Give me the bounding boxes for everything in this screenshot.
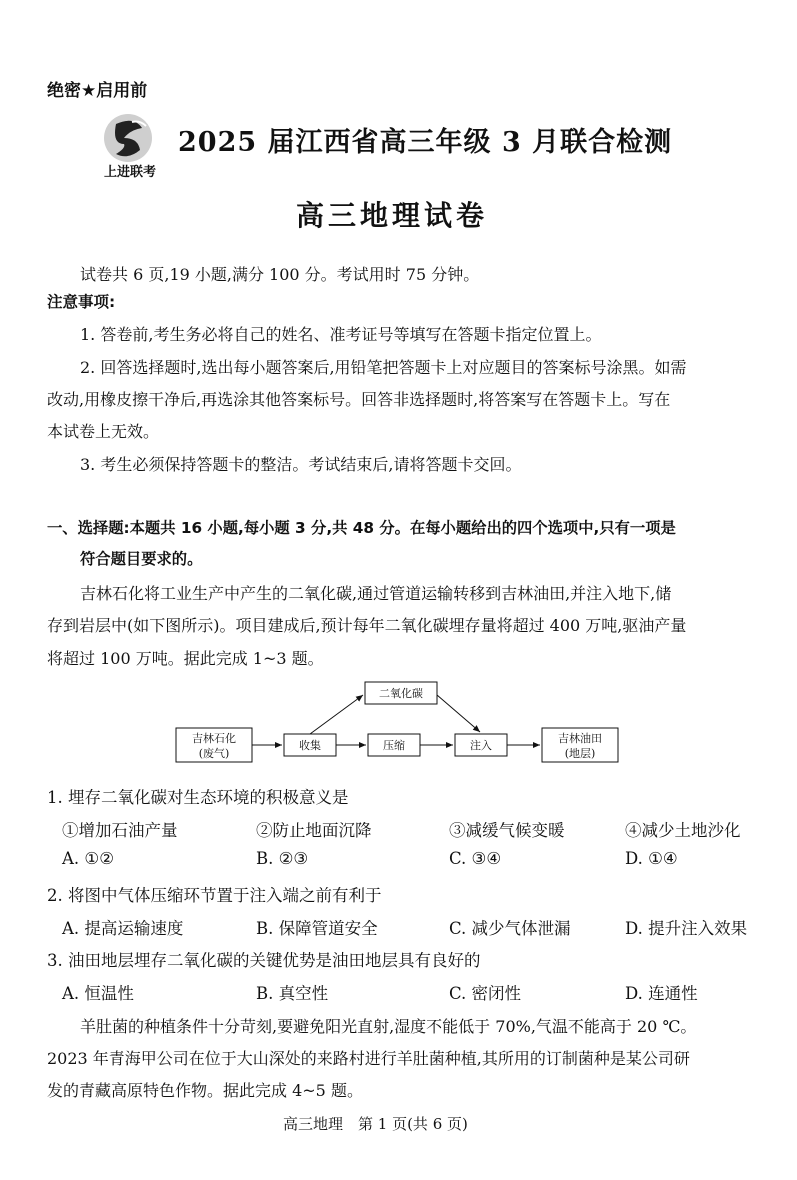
q2-choice-a: A. 提高运输速度 bbox=[62, 919, 184, 938]
q1-choice-a: A. ①② bbox=[62, 849, 114, 868]
passage1-line1: 吉林石化将工业生产中产生的二氧化碳,通过管道运输转移到吉林油田,并注入地下,储 bbox=[80, 584, 672, 603]
q3-stem: 3. 油田地层埋存二氧化碳的关键优势是油田地层具有良好的 bbox=[47, 951, 481, 970]
page-footer: 高三地理 第 1 页(共 6 页) bbox=[283, 1115, 468, 1133]
compress-label: 压缩 bbox=[383, 739, 405, 752]
source-label-1: 吉林石化 bbox=[192, 732, 236, 745]
q2-stem: 2. 将图中气体压缩环节置于注入端之前有利于 bbox=[47, 886, 382, 905]
note-2-line2: 改动,用橡皮擦干净后,再选涂其他答案标号。回答非选择题时,将答案写在答题卡上。写在 bbox=[47, 390, 671, 409]
q1-choice-c: C. ③④ bbox=[449, 849, 502, 868]
q1-stem: 1. 埋存二氧化碳对生态环境的积极意义是 bbox=[47, 788, 349, 807]
passage1-line3: 将超过 100 万吨。据此完成 1~3 题。 bbox=[47, 649, 324, 668]
exam-logo-icon bbox=[94, 108, 166, 180]
q2-choice-b: B. 保障管道安全 bbox=[256, 919, 378, 938]
q3-choice-a: A. 恒温性 bbox=[62, 984, 134, 1003]
passage2-line3: 发的青藏高原特色作物。据此完成 4~5 题。 bbox=[47, 1081, 363, 1100]
exam-title: 2025 届江西省高三年级 3 月联合检测 bbox=[178, 127, 673, 158]
q1-choice-d: D. ①④ bbox=[625, 849, 678, 868]
q1-item-3: ③减缓气候变暖 bbox=[449, 821, 565, 840]
q1-item-2: ②防止地面沉降 bbox=[256, 821, 372, 840]
q3-choice-b: B. 真空性 bbox=[256, 984, 329, 1003]
passage1-line2: 存到岩层中(如下图所示)。项目建成后,预计每年二氧化碳埋存量将超过 400 万吨,驱油产量 bbox=[47, 616, 687, 635]
section-heading-line2: 符合题目要求的。 bbox=[80, 550, 203, 568]
note-3: 3. 考生必须保持答题卡的整洁。考试结束后,请将答题卡交回。 bbox=[80, 455, 522, 474]
logo-text: 上进联考 bbox=[103, 165, 157, 180]
q3-choice-d: D. 连通性 bbox=[625, 984, 698, 1003]
note-2-line1: 2. 回答选择题时,选出每小题答案后,用铅笔把答题卡上对应题目的答案标号涂黑。如需 bbox=[80, 358, 687, 377]
note-1: 1. 答卷前,考生务必将自己的姓名、准考证号等填写在答题卡指定位置上。 bbox=[80, 325, 602, 344]
q2-choice-d: D. 提升注入效果 bbox=[625, 919, 748, 938]
subject-title: 高三地理试卷 bbox=[296, 199, 489, 232]
q3-choice-c: C. 密闭性 bbox=[449, 984, 522, 1003]
section-heading-line1: 一、选择题:本题共 16 小题,每小题 3 分,共 48 分。在每小题给出的四个选项中,只有一项是 bbox=[47, 519, 676, 537]
classification-label: 绝密★启用前 bbox=[47, 81, 148, 101]
source-label-2: (废气) bbox=[198, 747, 230, 760]
q2-choice-c: C. 减少气体泄漏 bbox=[449, 919, 571, 938]
co2-storage-flow-diagram bbox=[170, 678, 630, 778]
q1-choice-b: B. ②③ bbox=[256, 849, 309, 868]
passage2-line1: 羊肚菌的种植条件十分苛刻,要避免阳光直射,湿度不能低于 70%,气温不能高于 20 ℃。 bbox=[80, 1017, 697, 1036]
exam-info: 试卷共 6 页,19 小题,满分 100 分。考试用时 75 分钟。 bbox=[80, 265, 480, 284]
inject-label: 注入 bbox=[470, 739, 492, 752]
q1-item-4: ④减少土地沙化 bbox=[625, 821, 741, 840]
notes-heading: 注意事项: bbox=[47, 293, 116, 311]
collect-label: 收集 bbox=[299, 739, 321, 752]
co2-label: 二氧化碳 bbox=[379, 687, 423, 700]
note-2-line3: 本试卷上无效。 bbox=[47, 422, 160, 441]
target-label-2: (地层) bbox=[564, 747, 596, 760]
q1-item-1: ①增加石油产量 bbox=[62, 821, 178, 840]
passage2-line2: 2023 年青海甲公司在位于大山深处的来路村进行羊肚菌种植,其所用的订制菌种是某公司研 bbox=[47, 1049, 690, 1068]
target-label-1: 吉林油田 bbox=[558, 732, 602, 745]
